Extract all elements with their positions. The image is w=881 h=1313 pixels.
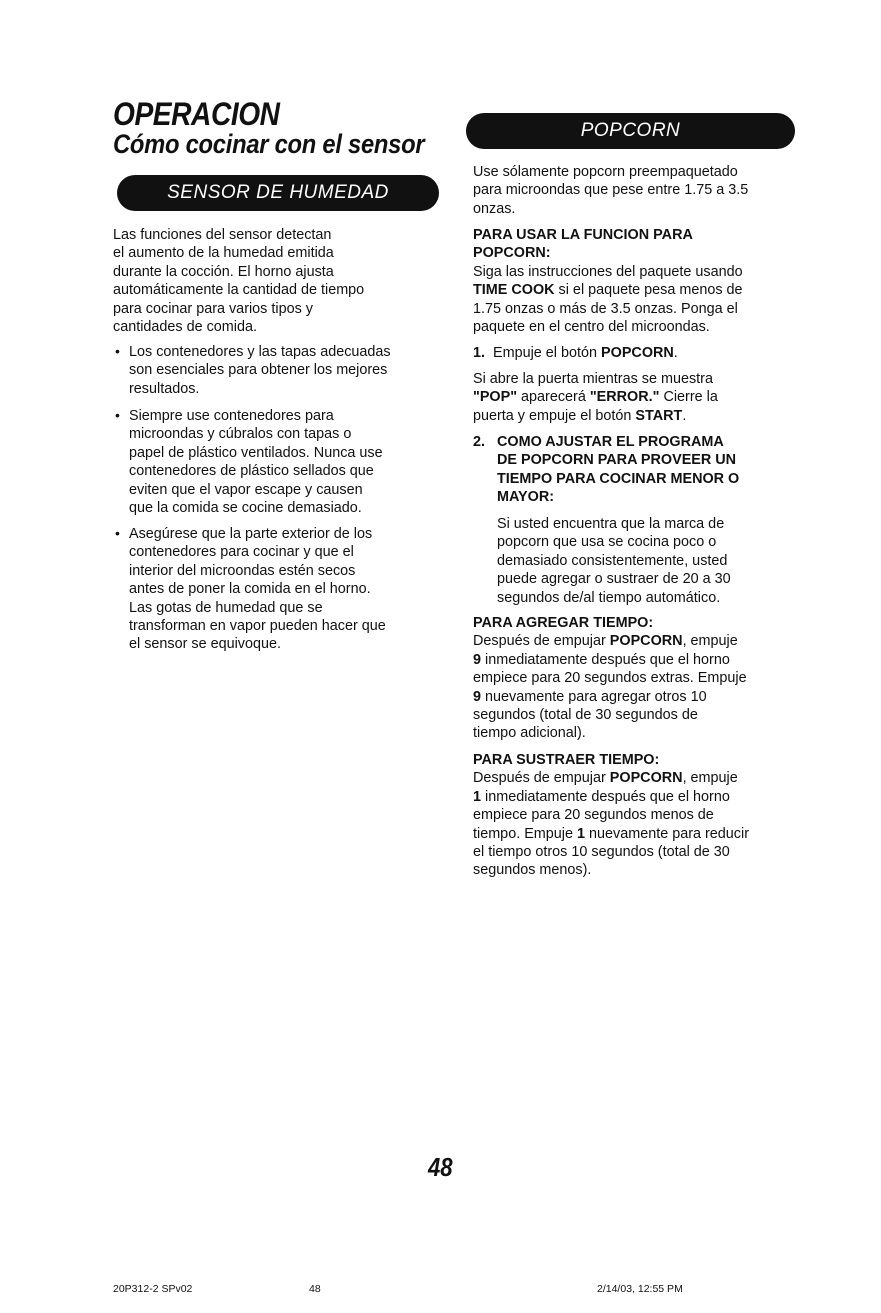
- bullet-dot: •: [115, 343, 120, 359]
- bullet-dot: •: [115, 407, 120, 423]
- footer-page: 48: [309, 1283, 321, 1295]
- section-label-sensor: SENSOR DE HUMEDAD: [117, 175, 439, 211]
- subtract-time-section: PARA SUSTRAER TIEMPO: Después de empujar POPCORN, empuje 1 inmediatamente después que el horno empiece para 20 segundos menos de tiempo. Empuje 1 nuevamente para reducir el tiempo otros 10 segundos (total de 30 segundos menos).: [473, 752, 749, 879]
- popcorn-instructions: Siga las instrucciones del paquete usando TIME COOK si el paquete pesa menos de 1.75 onzas o más de 3.5 onzas. Ponga el paquete en el centro del microondas.: [473, 264, 743, 336]
- bullet-item-2: Siempre use contenedores para microondas y cúbralos con tapas o papel de plástico ventilados. Nunca use contenedores de plástico sellados que eviten que el vapor escape y causen que la comida se cocine demasiado.: [129, 408, 383, 517]
- page-number: 48: [428, 1152, 453, 1182]
- footer-code: 20P312-2 SPv02: [113, 1283, 193, 1295]
- bullet-item-3: Asegúrese que la parte exterior de los contenedores para cocinar y que el interior del microondas estén secos antes de poner la comida en el horno. Las gotas de humedad que se transforman en vapor pueden hacer que el sensor se equivoque.: [129, 526, 386, 653]
- step-2-number: 2.: [473, 434, 486, 450]
- step-2-body: Si usted encuentra que la marca de popcorn que usa se cocina poco o demasiado consistentemente, usted puede agregar o sustraer de 20 a 30 segundos de/al tiempo automático.: [497, 516, 731, 606]
- footer-date: 2/14/03, 12:55 PM: [597, 1283, 683, 1295]
- add-time-section: PARA AGREGAR TIEMPO: Después de empujar POPCORN, empuje 9 inmediatamente después que el horno empiece para 20 segundos extras. Empuje 9 nuevamente para agregar otros 10 segundos (total de 30 segundos de tiempo adicional).: [473, 615, 747, 742]
- bullet-item-1: Los contenedores y las tapas adecuadas son esenciales para obtener los mejores resultados.: [129, 344, 391, 397]
- error-note: Si abre la puerta mientras se muestra "POP" aparecerá "ERROR." Cierre la puerta y empuje el botón START.: [473, 371, 718, 424]
- sub-title: Cómo cocinar con el sensor: [113, 129, 425, 159]
- left-intro: Las funciones del sensor detectan el aumento de la humedad emitida durante la cocción. El horno ajusta automáticamente la cantidad de tiempo para cocinar para varios tipos y cantidades de comida.: [113, 227, 365, 336]
- step-1: 1. Empuje el botón POPCORN.: [473, 345, 678, 361]
- heading-use-popcorn: PARA USAR LA FUNCION PARA POPCORN:: [473, 227, 693, 262]
- step-2-heading: COMO AJUSTAR EL PROGRAMA DE POPCORN PARA PROVEER UN TIEMPO PARA COCINAR MENOR O MAYOR:: [497, 434, 740, 506]
- main-title: OPERACION: [113, 96, 280, 132]
- right-intro: Use sólamente popcorn preempaquetado para microondas que pese entre 1.75 a 3.5 onzas.: [473, 164, 749, 217]
- bullet-dot: •: [115, 525, 120, 541]
- section-label-popcorn: POPCORN: [466, 113, 795, 149]
